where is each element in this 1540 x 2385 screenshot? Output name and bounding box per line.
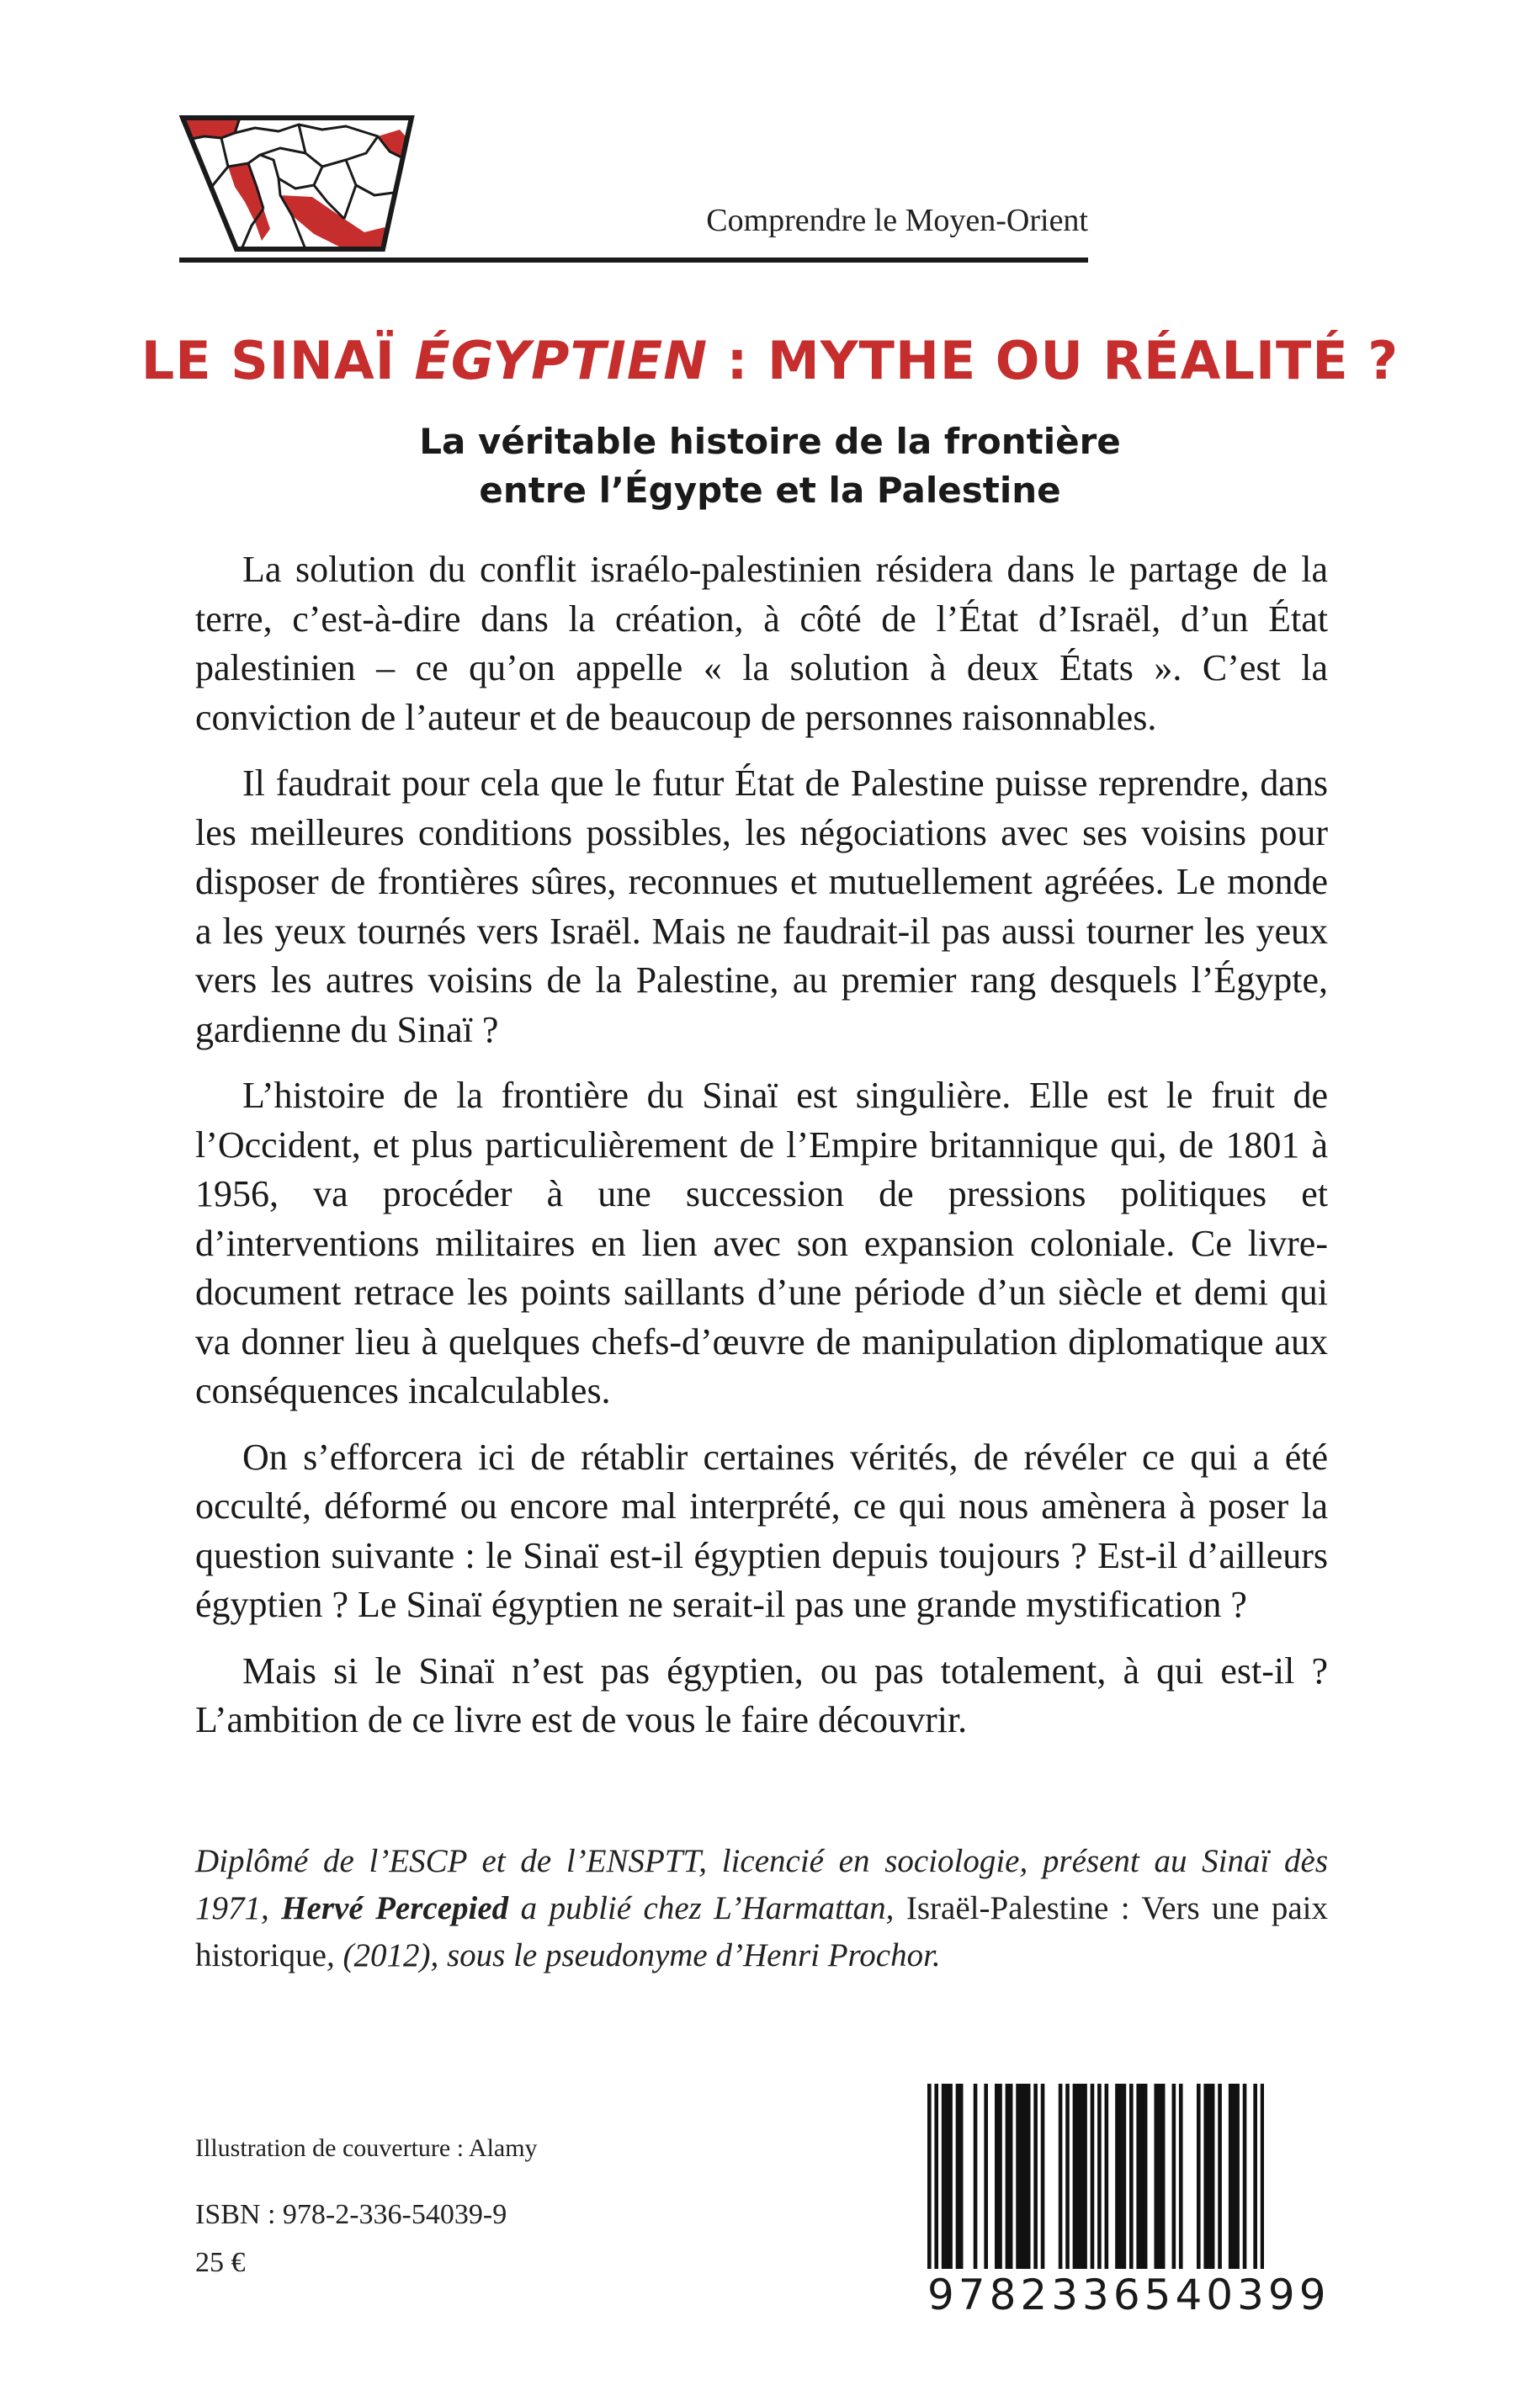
barcode-bar — [948, 2084, 953, 2269]
barcode-bar — [1154, 2084, 1158, 2269]
barcode-bar — [934, 2084, 938, 2269]
barcode-icon — [927, 2084, 1330, 2333]
barcode-bar — [1033, 2084, 1038, 2269]
title-italic: ÉGYPTIEN — [414, 330, 709, 391]
barcode-bar — [1009, 2084, 1013, 2269]
barcode-bar — [1179, 2084, 1183, 2269]
barcode-bar — [998, 2084, 1002, 2269]
title-part-2: : MYTHE OU RÉALITÉ ? — [708, 330, 1399, 391]
barcode-bar — [995, 2084, 999, 2269]
barcode-bar — [942, 2084, 946, 2269]
barcode-bar — [1041, 2084, 1045, 2269]
barcode-bar — [945, 2084, 949, 2269]
barcode-bar — [956, 2084, 960, 2269]
bio-end: , (2012), sous le pseudonyme d’Henri Prochor. — [326, 1937, 941, 1973]
book-title — [0, 330, 1540, 391]
barcode-bar — [1076, 2084, 1081, 2269]
barcode-bar — [1080, 2084, 1084, 2269]
barcode-bar — [1118, 2084, 1123, 2269]
barcode-bar — [1232, 2084, 1236, 2269]
barcode-bar — [1243, 2084, 1247, 2269]
barcode-bar — [1027, 2084, 1031, 2269]
blurb — [195, 545, 1328, 1762]
barcode-bar — [1059, 2084, 1063, 2269]
barcode-bar — [1197, 2084, 1201, 2269]
barcode-bar — [1203, 2084, 1208, 2269]
series-name: Comprendre le Moyen-Orient — [706, 203, 1088, 238]
barcode-bar — [1211, 2084, 1215, 2269]
barcode-bar — [1235, 2084, 1240, 2269]
barcode-bar — [1091, 2084, 1095, 2269]
barcode-bar — [1065, 2084, 1070, 2269]
book-subtitle — [0, 417, 1540, 515]
middle-east-map-icon — [179, 114, 415, 252]
author-bio — [195, 1838, 1328, 1979]
price: 25 € — [195, 2247, 246, 2278]
series-divider — [179, 258, 1088, 263]
barcode-bar — [1261, 2084, 1264, 2269]
barcode-bar — [1208, 2084, 1212, 2269]
barcode-bar — [1144, 2084, 1148, 2269]
barcode-bar — [1073, 2084, 1077, 2269]
barcode-bar — [1218, 2084, 1222, 2269]
subtitle-line-2: entre l’Égypte et la Palestine — [479, 470, 1061, 511]
barcode-bar — [1023, 2084, 1028, 2269]
barcode-digits: 9782336540399 — [927, 2271, 1330, 2319]
blurb-paragraph: La solution du conflit israélo-palestinien résidera dans le partage de la terre, c’est-à-dire dans la création, à côté de l’État d’Israël, d’un État palestinien – ce qu’on appelle « la solution à deux États ». C’est la conviction de l’auteur et de beaucoup de personnes raisonnables. — [195, 549, 1328, 738]
barcode-bar — [959, 2084, 964, 2269]
barcode-bar — [1115, 2084, 1119, 2269]
barcode-bar — [1097, 2084, 1102, 2269]
blurb-paragraph: Il faudrait pour cela que le futur État de Palestine puisse reprendre, dans les meilleures conditions possibles, les négociations avec ses voisins pour disposer de frontières sûres, reconnues et mutuellement agréées. Le monde a les yeux tournés vers Israël. Mais ne faudrait-il pas aussi tourner les yeux vers les autres voisins de la Palestine, au premier rang desquels l’Égypte, gardienne du Sinaï ? — [195, 762, 1328, 1050]
previous-book-title: Israël-Palestine : Vers une paix historique — [195, 1890, 1328, 1973]
blurb-paragraph: L’histoire de la frontière du Sinaï est singulière. Elle est le fruit de l’Occident, et plus particulièrement de l’Empire britannique qui, de 1801 à 1956, va procéder à une succession de pressions politiques et d’interventions militaires en lien avec son expansion coloniale. Ce livre-document retrace les points saillants d’une période d’un siècle et demi qui va donner lieu à quelques chefs-d’œuvre de manipulation diplomatique aux conséquences incalculables. — [195, 1075, 1328, 1411]
barcode-bar — [1172, 2084, 1176, 2269]
title-part-1: LE SINAÏ — [141, 330, 415, 391]
barcode-bar — [927, 2084, 932, 2269]
barcode-bar — [1158, 2084, 1162, 2269]
author-name: Hervé Percepied — [281, 1890, 509, 1926]
isbn: ISBN : 978-2-336-54039-9 — [195, 2199, 507, 2230]
barcode-bar — [974, 2084, 978, 2269]
blurb-paragraph: On s’efforcera ici de rétablir certaines vérités, de révéler ce qui a été occulté, déformé ou encore mal interprété, ce qui nous amènera à poser la question suivante : le Sinaï est-il égyptien depuis toujours ? Est-il d’ailleurs égyptien ? Le Sinaï égyptien ne serait-il pas une grande mystification ? — [195, 1436, 1328, 1625]
barcode-bar — [1016, 2084, 1020, 2269]
bio-intro: Diplômé de l’ESCP et de l’ENSPTT, licencié en sociologie, présent au Sinaï dès 1971, — [195, 1843, 1328, 1926]
barcode-bar — [1229, 2084, 1233, 2269]
barcode-bar — [1129, 2084, 1134, 2269]
bio-mid: a publié chez L’Harmattan, — [508, 1890, 906, 1926]
barcode-bar — [1136, 2084, 1140, 2269]
subtitle-line-1: La véritable histoire de la frontière — [419, 421, 1121, 462]
cover-credit: Illustration de couverture : Alamy — [195, 2134, 538, 2162]
barcode-bar — [1105, 2084, 1109, 2269]
barcode-bar — [1161, 2084, 1166, 2269]
barcode-bar — [1140, 2084, 1144, 2269]
barcode-bar — [1019, 2084, 1023, 2269]
barcode-bar — [1253, 2084, 1257, 2269]
barcode-bar — [1123, 2084, 1127, 2269]
barcode-bar — [984, 2084, 988, 2269]
barcode-bar — [1006, 2084, 1010, 2269]
barcode-bar — [1083, 2084, 1087, 2269]
blurb-paragraph: Mais si le Sinaï n’est pas égyptien, ou pas totalement, à qui est-il ? L’ambition de ce livre est de vous le faire découvrir. — [195, 1649, 1328, 1740]
